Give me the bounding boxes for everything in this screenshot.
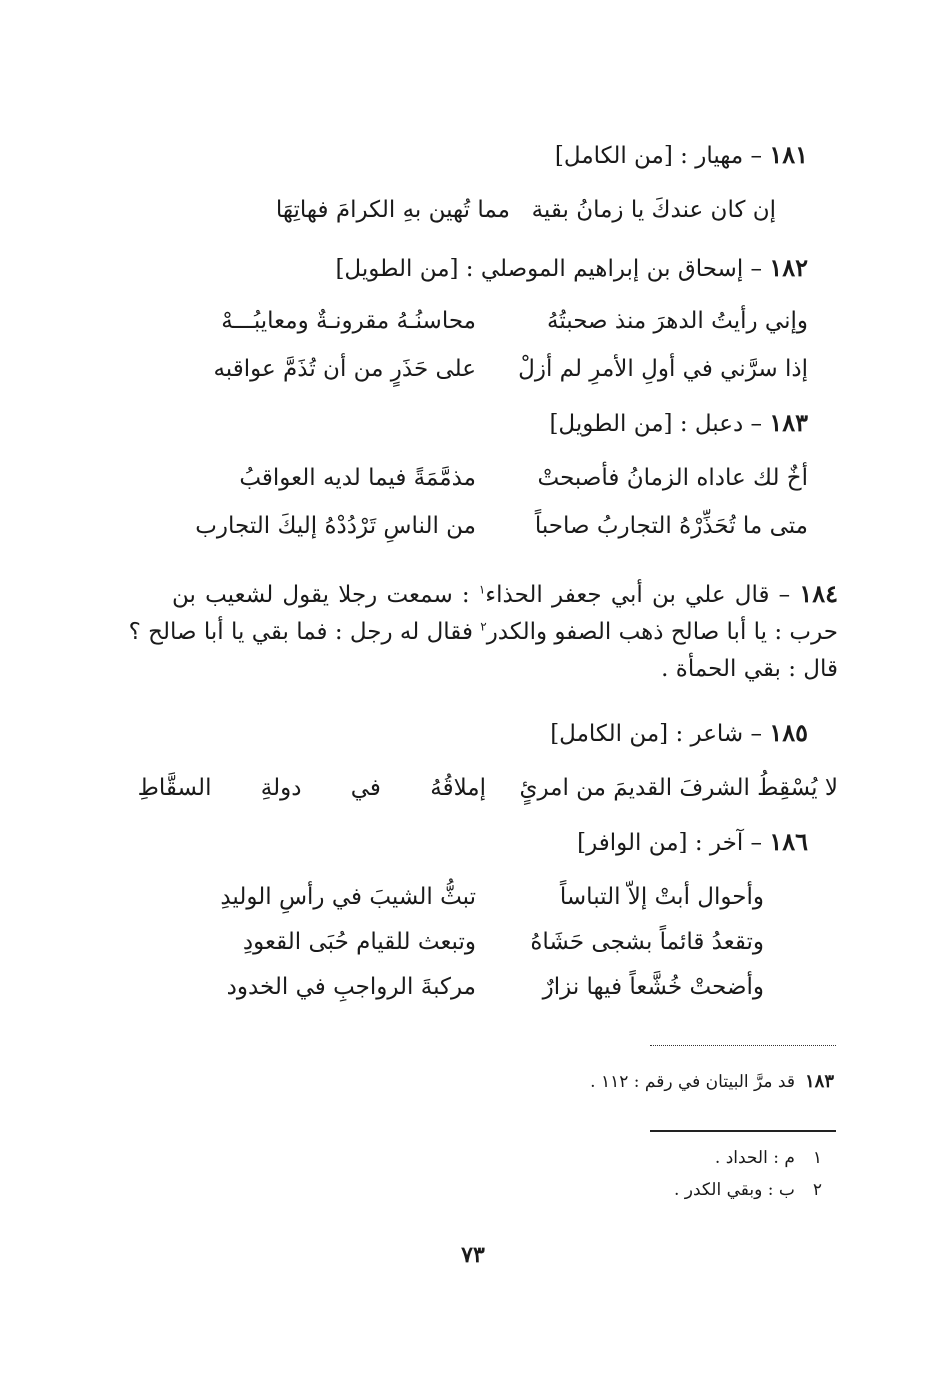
second-hemistich: إملاقُهُ في دولةِ السقَّاطِ [137, 775, 486, 801]
second-hemistich: وتبعث للقيام حُبَى القعودِ [242, 929, 476, 955]
entry-184-prose [128, 575, 839, 688]
prose-line-2 [128, 614, 838, 651]
editor-note-divider [650, 1045, 836, 1046]
verse-186-3 [0, 969, 946, 1005]
entry-number: ١٨١ [769, 140, 808, 169]
prose-line-1 [172, 575, 838, 614]
heading-text: – آخر : [من الوافر] [577, 830, 763, 856]
first-hemistich: إن كان عندكَ يا زمانُ بقية [531, 197, 776, 223]
heading-text: – دعبل : [من الطويل] [549, 411, 763, 437]
prose-text: فقال له رجل : فما بقي يا أبا صالح ؟ [128, 619, 473, 645]
footnote-1 [715, 1146, 822, 1170]
first-hemistich: وأضحتْ خُشَّعاً فيها نزارٌ [542, 974, 764, 1000]
first-hemistich: متى ما تُحَذِّرْهُ التجاربُ صاحباً [534, 513, 808, 539]
footnotes-divider [650, 1130, 836, 1132]
verse-181-1 [0, 192, 946, 228]
editor-note-text: قد مرَّ البيتان في رقم : ١١٢ . [590, 1072, 795, 1092]
footnote-text: ب : وبقي الكدر . [673, 1180, 795, 1200]
prose-text: : سمعت رجلا يقول لشعيب بن [172, 582, 470, 608]
verse-183-2 [0, 508, 946, 544]
entry-number: ١٨٦ [769, 827, 808, 856]
verse-182-1 [0, 303, 946, 339]
first-hemistich: وإني رأيتُ الدهرَ منذ صحبتُهُ [546, 308, 808, 334]
entry-183-heading [549, 408, 808, 439]
verse-186-2 [0, 924, 946, 960]
footnote-text: م : الحداد . [714, 1148, 795, 1168]
first-hemistich: أخٌ لك عاداه الزمانُ فأصبحتْ [537, 465, 808, 491]
entry-182-heading [335, 253, 808, 284]
heading-text: – مهيار : [من الكامل] [554, 143, 763, 169]
second-hemistich: على حَذَرٍ من أن تُذَمَّ عواقبه [213, 356, 476, 382]
entry-185-heading [550, 718, 808, 749]
first-hemistich: وتقعدُ قائماً بشجى حَشَاهُ [530, 929, 764, 955]
footnote-ref-2: ٢ [480, 619, 487, 634]
first-hemistich: وأحوال أبتْ إلاّ التباساً [559, 884, 764, 910]
footnote-ref-1: ١ [478, 582, 486, 597]
second-hemistich: مما تُهين بهِ الكرامَ فهاتِهَا [275, 197, 510, 223]
first-hemistich: لا يُسْقِطُ الشرفَ القديمَ من امرئٍ [519, 775, 838, 801]
verse-185-1 [0, 770, 946, 806]
prose-line-3: قال : بقي الحمأة . [661, 656, 838, 682]
verse-186-1 [0, 879, 946, 915]
heading-text: – شاعر : [من الكامل] [550, 721, 763, 747]
first-hemistich: إذا سرَّني في أولِ الأمرِ لم أزلْ [518, 356, 808, 382]
heading-text: – إسحاق بن إبراهيم الموصلي : [من الطويل] [335, 256, 763, 282]
second-hemistich: مذمَّمَةً فيما لديه العواقبُ [239, 465, 476, 491]
entry-number: ١٨٢ [769, 253, 808, 282]
page-number: ٧٣ [461, 1242, 485, 1268]
second-hemistich: محاسنُـهُ مقرونـةٌ ومعايبُـــهْ [221, 308, 476, 334]
verse-183-1 [0, 460, 946, 496]
prose-text: حرب : يا أبا صالح ذهب الصفو والكدر [486, 619, 838, 645]
second-hemistich: تبثُّ الشيبَ في رأسِ الوليدِ [220, 884, 476, 910]
prose-text: – قال علي بن أبي جعفر الحذاء [485, 582, 791, 608]
footnote-index: ١ [812, 1148, 822, 1168]
entry-181-heading [555, 140, 808, 171]
entry-number: ١٨٥ [769, 718, 808, 747]
verse-182-2 [0, 351, 946, 387]
footnote-2 [674, 1178, 822, 1202]
footnote-index: ٢ [812, 1180, 822, 1200]
editor-note-number: ١٨٣ [804, 1071, 834, 1092]
entry-186-heading [577, 827, 808, 858]
entry-number: ١٨٣ [769, 408, 808, 437]
second-hemistich: مركبةَ الرواجبِ في الخدود [226, 974, 476, 1000]
editor-note [590, 1070, 834, 1094]
second-hemistich: من الناسِ تَرْدُدْهُ إليكَ التجارب [195, 513, 476, 539]
entry-number: ١٨٤ [799, 579, 839, 608]
